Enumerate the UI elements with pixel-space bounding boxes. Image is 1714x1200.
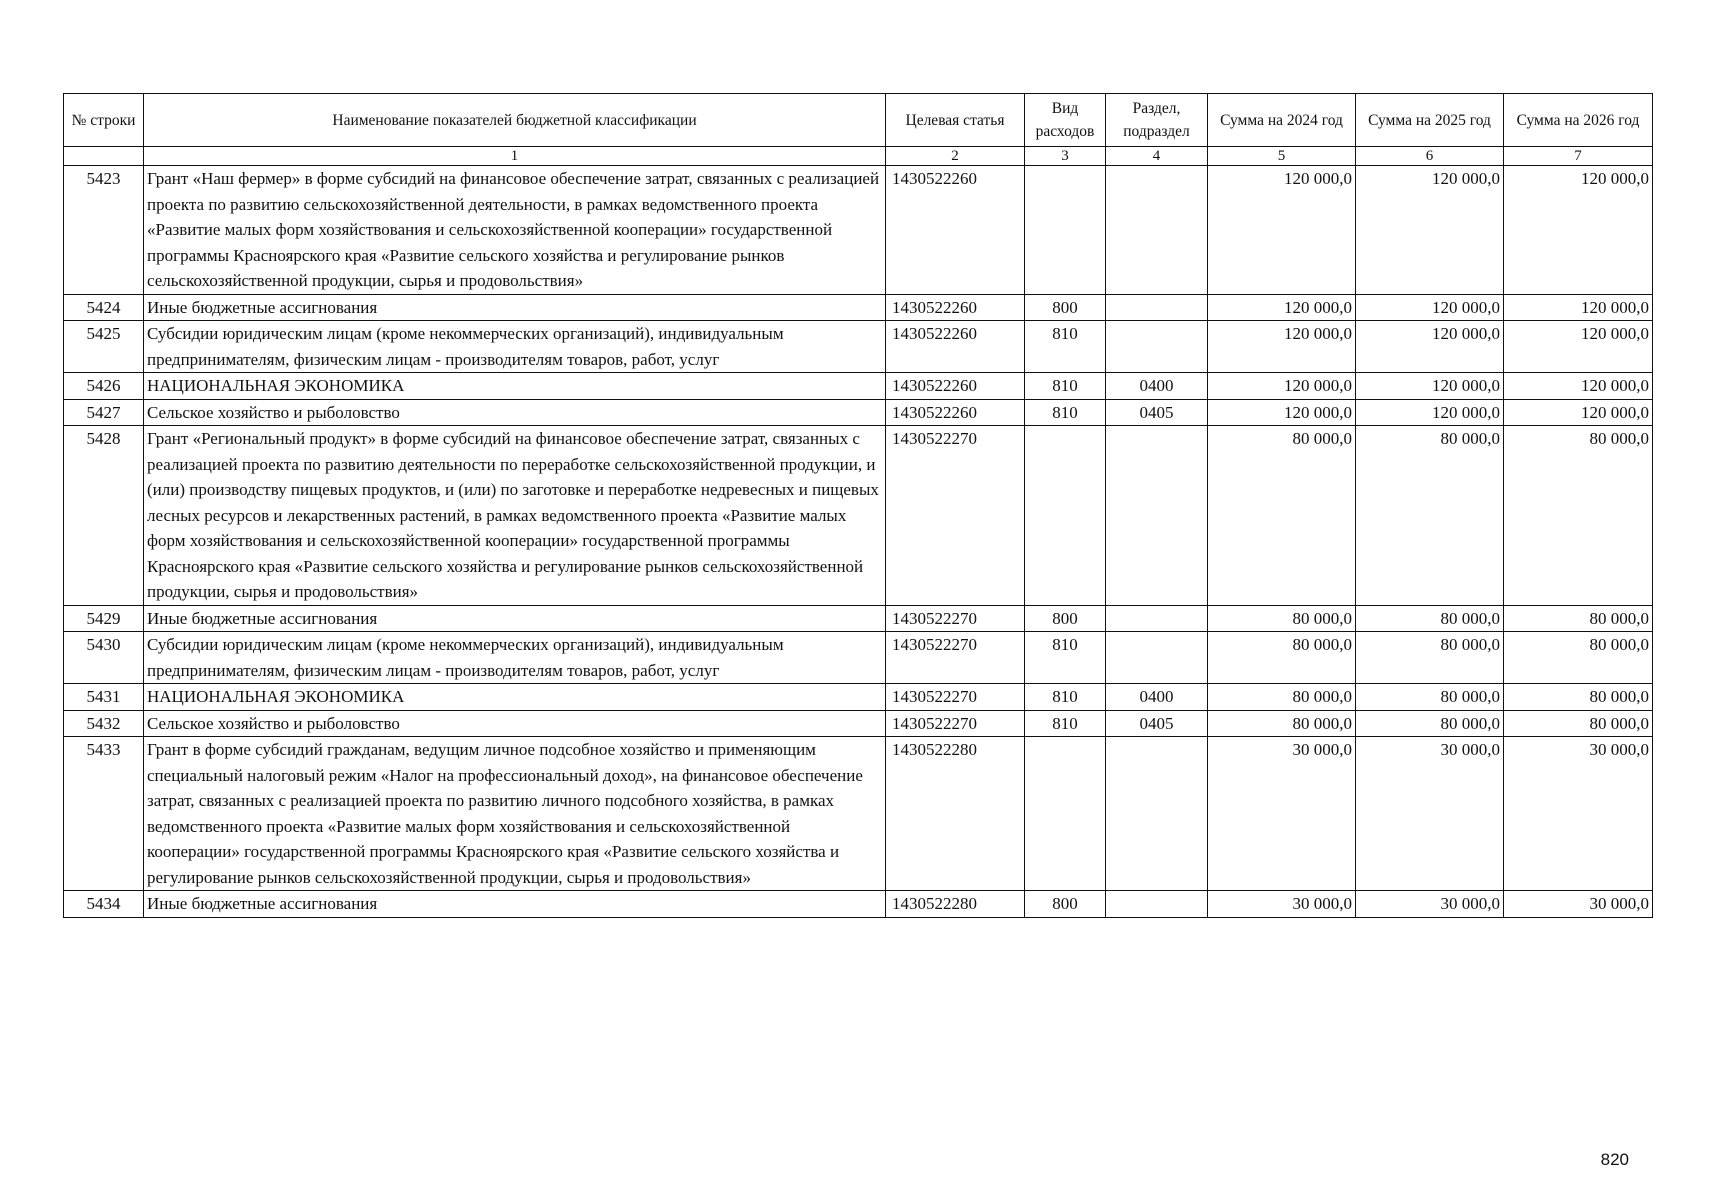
table-row [64, 373, 1653, 400]
row-sum-2026: 120 000,0 [1504, 166, 1653, 295]
row-target: 1430522260 [886, 166, 1025, 295]
row-sum-2026: 120 000,0 [1504, 321, 1653, 373]
budget-document [63, 93, 1652, 918]
row-sum-2025: 120 000,0 [1356, 166, 1504, 295]
header-exp-type: Вид расходов [1025, 94, 1106, 147]
header-target: Целевая статья [886, 94, 1025, 147]
row-sum-2026: 120 000,0 [1504, 399, 1653, 426]
row-exp-type: 810 [1025, 373, 1106, 400]
row-sum-2024: 120 000,0 [1208, 373, 1356, 400]
row-sum-2026: 80 000,0 [1504, 426, 1653, 606]
row-sum-2024: 80 000,0 [1208, 710, 1356, 737]
row-exp-type: 810 [1025, 632, 1106, 684]
header-section: Раздел, подраздел [1106, 94, 1208, 147]
row-number: 5430 [64, 632, 144, 684]
table-row [64, 294, 1653, 321]
row-sum-2026: 80 000,0 [1504, 684, 1653, 711]
row-sum-2025: 80 000,0 [1356, 632, 1504, 684]
row-section [1106, 166, 1208, 295]
row-section: 0400 [1106, 373, 1208, 400]
row-number: 5433 [64, 737, 144, 891]
row-sum-2026: 30 000,0 [1504, 891, 1653, 918]
row-name: Иные бюджетные ассигнования [144, 605, 886, 632]
row-section [1106, 891, 1208, 918]
table-row [64, 426, 1653, 606]
row-exp-type: 800 [1025, 294, 1106, 321]
row-target: 1430522270 [886, 684, 1025, 711]
row-sum-2026: 80 000,0 [1504, 710, 1653, 737]
row-section [1106, 294, 1208, 321]
row-target: 1430522270 [886, 426, 1025, 606]
row-number: 5429 [64, 605, 144, 632]
row-sum-2025: 120 000,0 [1356, 294, 1504, 321]
row-sum-2024: 80 000,0 [1208, 632, 1356, 684]
row-sum-2025: 30 000,0 [1356, 737, 1504, 891]
row-name: НАЦИОНАЛЬНАЯ ЭКОНОМИКА [144, 373, 886, 400]
row-exp-type [1025, 166, 1106, 295]
row-target: 1430522280 [886, 891, 1025, 918]
row-number: 5431 [64, 684, 144, 711]
row-target: 1430522260 [886, 399, 1025, 426]
row-name: Сельское хозяйство и рыболовство [144, 399, 886, 426]
row-name: Субсидии юридическим лицам (кроме некоммерческих организаций), индивидуальным предпринимателям, физическим лицам - производителям товаров, работ, услуг [144, 321, 886, 373]
row-target: 1430522280 [886, 737, 1025, 891]
table-row [64, 321, 1653, 373]
row-exp-type: 810 [1025, 321, 1106, 373]
column-number: 3 [1025, 147, 1106, 166]
header-sum-2025: Сумма на 2025 год [1356, 94, 1504, 147]
column-number-row [64, 147, 1653, 166]
table-row [64, 684, 1653, 711]
row-sum-2026: 30 000,0 [1504, 737, 1653, 891]
table-row [64, 632, 1653, 684]
row-sum-2025: 80 000,0 [1356, 684, 1504, 711]
row-section [1106, 426, 1208, 606]
row-name: Грант в форме субсидий гражданам, ведущим личное подсобное хозяйство и применяющим специальный налоговый режим «Налог на профессиональный доход», на финансовое обеспечение затрат, связанных с реализацией проекта по развитию личного подсобного хозяйства, в рамках ведомственного проекта «Развитие малых форм хозяйствования и сельскохозяйственной кооперации» государственной программы Красноярского края «Развитие сельского хозяйства и регулирование рынков сельскохозяйственной продукции, сырья и продовольствия» [144, 737, 886, 891]
row-section: 0400 [1106, 684, 1208, 711]
row-sum-2024: 120 000,0 [1208, 321, 1356, 373]
row-name: Сельское хозяйство и рыболовство [144, 710, 886, 737]
header-row-no: № строки [64, 94, 144, 147]
row-number: 5426 [64, 373, 144, 400]
row-number: 5425 [64, 321, 144, 373]
row-sum-2024: 30 000,0 [1208, 891, 1356, 918]
column-number: 4 [1106, 147, 1208, 166]
table-header-row [64, 94, 1653, 147]
column-number: 1 [144, 147, 886, 166]
row-sum-2025: 80 000,0 [1356, 710, 1504, 737]
row-section [1106, 605, 1208, 632]
row-exp-type: 800 [1025, 891, 1106, 918]
row-number: 5423 [64, 166, 144, 295]
budget-table [63, 93, 1653, 918]
row-sum-2024: 30 000,0 [1208, 737, 1356, 891]
row-section: 0405 [1106, 710, 1208, 737]
column-number-blank [64, 147, 144, 166]
row-number: 5427 [64, 399, 144, 426]
table-row [64, 399, 1653, 426]
row-number: 5428 [64, 426, 144, 606]
row-sum-2024: 120 000,0 [1208, 166, 1356, 295]
table-row [64, 710, 1653, 737]
row-exp-type: 810 [1025, 399, 1106, 426]
row-sum-2026: 80 000,0 [1504, 632, 1653, 684]
row-sum-2025: 120 000,0 [1356, 399, 1504, 426]
column-number: 6 [1356, 147, 1504, 166]
row-name: Субсидии юридическим лицам (кроме некоммерческих организаций), индивидуальным предпринимателям, физическим лицам - производителям товаров, работ, услуг [144, 632, 886, 684]
row-sum-2024: 120 000,0 [1208, 294, 1356, 321]
row-section: 0405 [1106, 399, 1208, 426]
row-target: 1430522270 [886, 632, 1025, 684]
row-sum-2025: 30 000,0 [1356, 891, 1504, 918]
row-exp-type: 810 [1025, 684, 1106, 711]
row-number: 5434 [64, 891, 144, 918]
row-exp-type [1025, 426, 1106, 606]
header-sum-2026: Сумма на 2026 год [1504, 94, 1653, 147]
header-name: Наименование показателей бюджетной классификации [144, 94, 886, 147]
column-number: 2 [886, 147, 1025, 166]
row-section [1106, 632, 1208, 684]
row-target: 1430522260 [886, 373, 1025, 400]
row-number: 5424 [64, 294, 144, 321]
row-name: Грант «Наш фермер» в форме субсидий на финансовое обеспечение затрат, связанных с реализацией проекта по развитию сельскохозяйственной деятельности, в рамках ведомственного проекта «Развитие малых форм хозяйствования и сельскохозяйственной кооперации» государственной программы Красноярского края «Развитие сельского хозяйства и регулирование рынков сельскохозяйственной продукции, сырья и продовольствия» [144, 166, 886, 295]
row-target: 1430522260 [886, 294, 1025, 321]
table-row [64, 891, 1653, 918]
row-sum-2024: 80 000,0 [1208, 426, 1356, 606]
row-name: НАЦИОНАЛЬНАЯ ЭКОНОМИКА [144, 684, 886, 711]
row-sum-2026: 120 000,0 [1504, 294, 1653, 321]
row-target: 1430522260 [886, 321, 1025, 373]
table-row [64, 166, 1653, 295]
row-sum-2024: 80 000,0 [1208, 684, 1356, 711]
table-row [64, 737, 1653, 891]
row-name: Иные бюджетные ассигнования [144, 891, 886, 918]
row-section [1106, 321, 1208, 373]
row-exp-type [1025, 737, 1106, 891]
row-exp-type: 810 [1025, 710, 1106, 737]
row-sum-2025: 80 000,0 [1356, 605, 1504, 632]
row-name: Грант «Региональный продукт» в форме субсидий на финансовое обеспечение затрат, связанных с реализацией проекта по развитию деятельности по переработке сельскохозяйственной продукции, и (или) производству пищевых продуктов, и (или) по заготовке и переработке недревесных и пищевых лесных ресурсов и лекарственных растений, в рамках ведомственного проекта «Развитие малых форм хозяйствования и сельскохозяйственной кооперации» государственной программы Красноярского края «Развитие сельского хозяйства и регулирование рынков сельскохозяйственной продукции, сырья и продовольствия» [144, 426, 886, 606]
row-number: 5432 [64, 710, 144, 737]
row-section [1106, 737, 1208, 891]
row-sum-2025: 120 000,0 [1356, 373, 1504, 400]
column-number: 5 [1208, 147, 1356, 166]
row-sum-2026: 120 000,0 [1504, 373, 1653, 400]
row-sum-2024: 80 000,0 [1208, 605, 1356, 632]
page-number: 820 [1600, 1150, 1629, 1169]
row-target: 1430522270 [886, 710, 1025, 737]
row-sum-2025: 120 000,0 [1356, 321, 1504, 373]
header-sum-2024: Сумма на 2024 год [1208, 94, 1356, 147]
row-exp-type: 800 [1025, 605, 1106, 632]
row-sum-2026: 80 000,0 [1504, 605, 1653, 632]
row-sum-2025: 80 000,0 [1356, 426, 1504, 606]
column-number: 7 [1504, 147, 1653, 166]
row-sum-2024: 120 000,0 [1208, 399, 1356, 426]
row-target: 1430522270 [886, 605, 1025, 632]
row-name: Иные бюджетные ассигнования [144, 294, 886, 321]
table-row [64, 605, 1653, 632]
